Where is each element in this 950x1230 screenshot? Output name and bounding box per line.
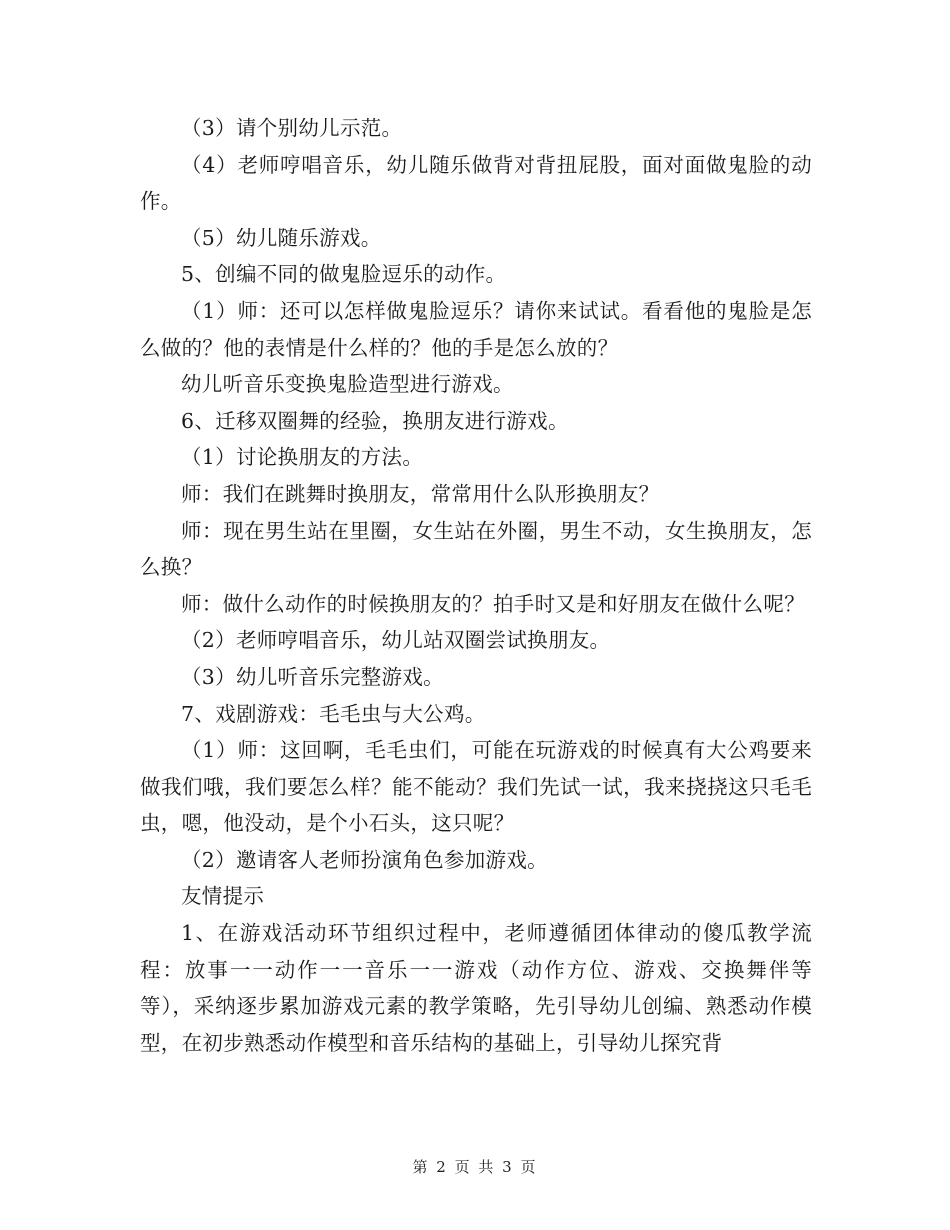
paragraph: （2）老师哼唱音乐，幼儿站双圈尝试换朋友。 (181, 628, 611, 653)
section-heading: 友情提示 (181, 884, 265, 909)
section-heading: 7、戏剧游戏：毛毛虫与大公鸡。 (181, 701, 486, 726)
section-heading: 5、创编不同的做鬼脸逗乐的动作。 (181, 262, 507, 287)
paragraph: （1）师：这回啊，毛毛虫们，可能在玩游戏的时候真有大公鸡要来做我们哦，我们要怎么样？能不能动？我们先试一试，我来挠挠这只毛毛虫，嗯，他没动，是个小石头，这只呢？ (140, 738, 812, 836)
document-body (140, 110, 812, 1061)
paragraph: 1、在游戏活动环节组织过程中，老师遵循团体律动的傻瓜教学流程：放事一一动作一一音乐一一游戏（动作方位、游戏、交换舞伴等等），采纳逐步累加游戏元素的教学策略，先引导幼儿创编、熟悉动作模型，在初步熟悉动作模型和音乐结构的基础上，引导幼儿探究背 (140, 921, 812, 1055)
section-heading: 6、迁移双圈舞的经验，换朋友进行游戏。 (181, 408, 569, 433)
paragraph: 幼儿听音乐变换鬼脸造型进行游戏。 (181, 372, 514, 397)
paragraph: （1）讨论换朋友的方法。 (181, 445, 424, 470)
page-number-footer: 第 2 页 共 3 页 (412, 1158, 538, 1176)
paragraph: （2）邀请客人老师扮演角色参加游戏。 (181, 847, 548, 872)
paragraph: （5）幼儿随乐游戏。 (181, 225, 382, 250)
paragraph: （3）请个别幼儿示范。 (181, 116, 403, 140)
paragraph: 师：我们在跳舞时换朋友，常常用什么队形换朋友？ (181, 481, 660, 506)
paragraph: （3）幼儿听音乐完整游戏。 (181, 664, 444, 689)
paragraph: （4）老师哼唱音乐，幼儿随乐做背对背扭屁股，面对面做鬼脸的动作。 (140, 152, 812, 214)
paragraph: （1）师：还可以怎样做鬼脸逗乐？请你来试试。看看他的鬼脸是怎么做的？他的表情是什么样的？他的手是怎么放的？ (140, 298, 812, 360)
paragraph: 师：现在男生站在里圈，女生站在外圈，男生不动，女生换朋友，怎么换？ (140, 518, 812, 580)
paragraph: 师：做什么动作的时候换朋友的？拍手时又是和好朋友在做什么呢？ (181, 591, 805, 616)
